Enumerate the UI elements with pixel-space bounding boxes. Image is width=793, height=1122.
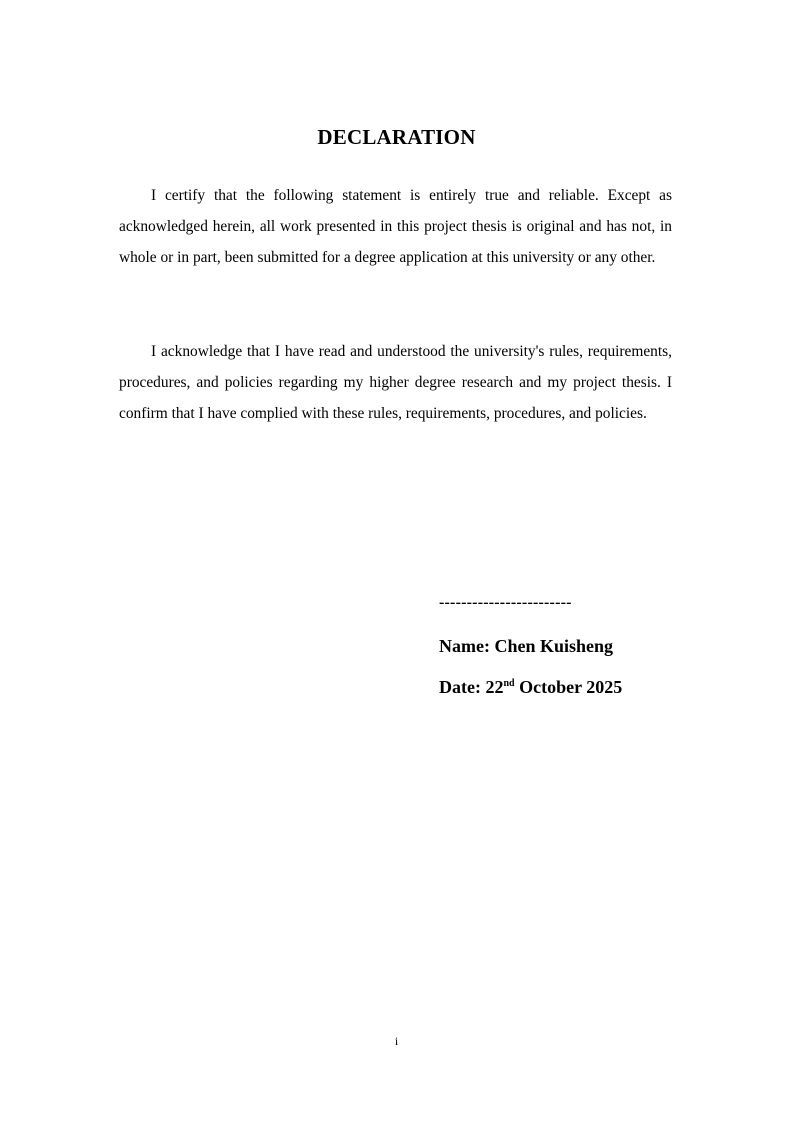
signature-date-ordinal: nd — [503, 678, 515, 689]
signature-date — [439, 677, 622, 698]
signature-date-prefix: Date: 22 — [439, 677, 504, 697]
signature-line: ------------------------ — [439, 594, 572, 611]
page-number: i — [394, 1034, 399, 1048]
page-title: DECLARATION — [317, 125, 476, 149]
signature-name: Name: Chen Kuisheng — [439, 636, 614, 656]
declaration-paragraph-2: I acknowledge that I have read and understood the university's rules, requirements, procedures, and policies regarding my higher degree research and my project thesis. I confirm that I have complied with these rules, requirements, procedures, and policies. — [119, 343, 672, 423]
declaration-paragraph-1: I certify that the following statement is entirely true and reliable. Except as acknowledged herein, all work presented in this project thesis is original and has not, in whole or in part, been submitted for a degree application at this university or any other. — [119, 187, 672, 267]
signature-date-rest: October 2025 — [514, 677, 623, 697]
